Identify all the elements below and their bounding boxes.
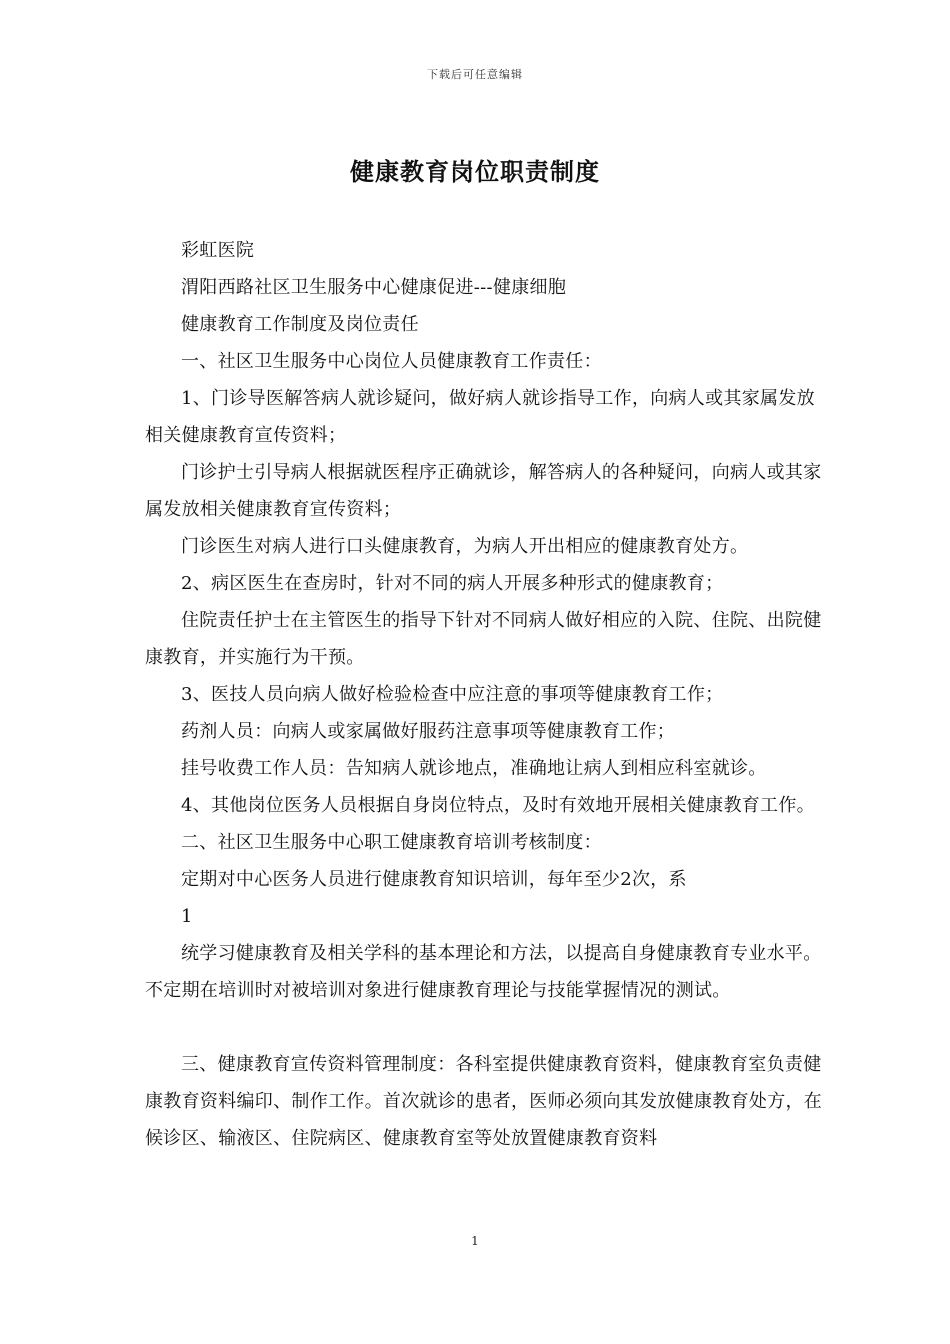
document-title: 健康教育岗位职责制度 [350, 158, 600, 186]
paragraph-center-name: 渭阳西路社区卫生服务中心健康促进---健康细胞 [181, 277, 567, 298]
paragraph: 3、医技人员向病人做好检验检查中应注意的事项等健康教育工作； [181, 684, 724, 705]
header-note: 下载后可任意编辑 [427, 68, 523, 81]
paragraph-subtitle: 健康教育工作制度及岗位责任 [181, 314, 419, 335]
paragraph: 2、病区医生在查房时，针对不同的病人开展多种形式的健康教育； [181, 573, 724, 594]
paragraph: 药剂人员：向病人或家属做好服药注意事项等健康教育工作； [181, 721, 676, 742]
page-number: 1 [471, 1234, 479, 1248]
paragraph: 挂号收费工作人员：告知病人就诊地点，准确地让病人到相应科室就诊。 [181, 758, 767, 779]
inline-page-marker: 1 [181, 906, 193, 927]
paragraph-section-2-heading: 二、社区卫生服务中心职工健康教育培训考核制度： [181, 832, 602, 853]
paragraph-hospital-name: 彩虹医院 [181, 240, 255, 261]
document-body [145, 232, 825, 1157]
paragraph-section-3: 三、健康教育宣传资料管理制度：各科室提供健康教育资料，健康教育室负责健康教育资料编印、制作工作。首次就诊的患者，医师必须向其发放健康教育处方，在候诊区、输液区、住院病区、健康教育室等处放置健康教育资料 [145, 1054, 823, 1149]
paragraph: 定期对中心医务人员进行健康教育知识培训，每年至少2次，系 [181, 869, 687, 890]
paragraph: 门诊护士引导病人根据就医程序正确就诊，解答病人的各种疑问，向病人或其家属发放相关健康教育宣传资料； [145, 462, 822, 520]
paragraph-spacer [145, 1009, 825, 1046]
paragraph: 统学习健康教育及相关学科的基本理论和方法，以提高自身健康教育专业水平。不定期在培训时对被培训对象进行健康教育理论与技能掌握情况的测试。 [145, 943, 822, 1001]
paragraph: 住院责任护士在主管医生的指导下针对不同病人做好相应的入院、住院、出院健康教育，并实施行为干预。 [145, 610, 822, 668]
paragraph: 1、门诊导医解答病人就诊疑问，做好病人就诊指导工作，向病人或其家属发放相关健康教育宣传资料； [145, 388, 815, 446]
paragraph: 4、其他岗位医务人员根据自身岗位特点，及时有效地开展相关健康教育工作。 [181, 795, 815, 816]
paragraph: 门诊医生对病人进行口头健康教育，为病人开出相应的健康教育处方。 [181, 536, 749, 557]
paragraph-section-1-heading: 一、社区卫生服务中心岗位人员健康教育工作责任： [181, 351, 602, 372]
